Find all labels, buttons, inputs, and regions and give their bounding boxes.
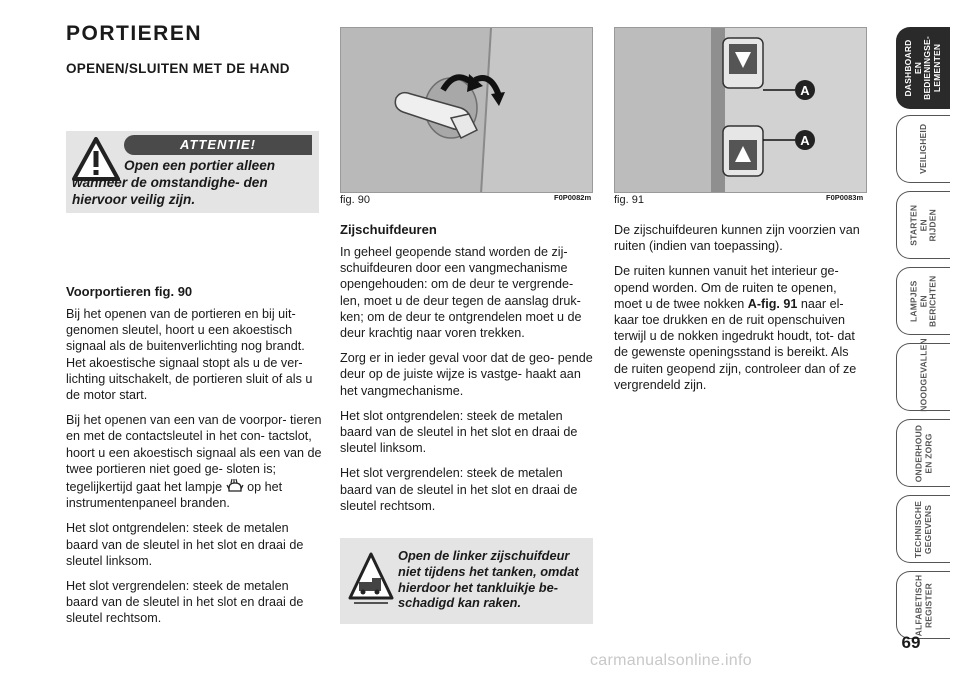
column-windows — [614, 222, 866, 402]
van-warning-triangle-icon — [348, 548, 394, 608]
figure-91-code: F0P0083m — [826, 193, 864, 202]
tab-starting-driving[interactable] — [896, 191, 950, 259]
fuel-flap-note-box — [340, 538, 593, 624]
figure-91-caption: fig. 91 — [614, 194, 644, 206]
tab-label: DASHBOARD EN BEDIENINGSE- LEMENTEN — [903, 36, 942, 100]
tab-technical-data[interactable] — [896, 495, 950, 563]
section-title: OPENEN/SLUITEN MET DE HAND — [66, 61, 290, 76]
tab-label: LAMPJES EN BERICHTEN — [908, 275, 938, 327]
paragraph-text: Bij het openen van een van de voorpor- tieren en met de contactsleutel in het con- tactslot, hoort u een akoestisch signaal als een van de twee portieren niet goed ge- sloten is; tegelijkertijd gaat het lampje — [66, 413, 322, 495]
warning-text: Open een portier alleen wanneer de omstandighe- den hiervoor veilig zijn. — [72, 158, 276, 207]
figure-90-caption: fig. 90 — [340, 194, 370, 206]
tab-label: NOODGEVALLEN — [917, 338, 928, 412]
figure-90-image — [340, 27, 593, 193]
tab-emergencies[interactable] — [896, 338, 950, 412]
figure-90-code: F0P0082m — [554, 193, 592, 202]
label-a-top: A — [800, 83, 810, 98]
paragraph-text: De ruiten kunnen vanuit het interieur ge- opend worden. Om de ruiten te openen, moet u de twee nokken — [614, 264, 839, 311]
column-front-doors — [66, 284, 322, 636]
tab-label: VEILIGHEID — [917, 123, 928, 175]
page-title: PORTIEREN — [66, 22, 203, 45]
warning-box — [66, 131, 319, 213]
paragraph: Zorg er in ieder geval voor dat de geo- pende deur op de juiste wijze is vastge- haakt aan het vangmechanisme. — [340, 351, 593, 398]
tab-label: ONDERHOUD EN ZORG — [913, 424, 933, 482]
column-sliding-doors — [340, 222, 593, 523]
fuel-flap-note-text: Open de linker zijschuifdeur niet tijdens het tanken, omdat hierdoor het tankluikje be- schadigd kan raken. — [398, 548, 579, 611]
front-doors-heading: Voorportieren fig. 90 — [66, 284, 193, 299]
door-handle-illustration — [341, 28, 593, 193]
paragraph: Bij het openen van de portieren en bij uit- genomen sleutel, hoort u een akoestisch signaal als de buitenverlichting nog brandt. Het akoestische signaal stopt als u de ver- lichting uitschakelt, de portieren sluit of als u de motor start. — [66, 307, 313, 403]
paragraph-with-icon — [66, 412, 322, 511]
warning-banner: ATTENTIE! — [124, 135, 312, 155]
footer-watermark: carmanualsonline.info — [590, 652, 752, 669]
paragraph: Het slot ontgrendelen: steek de metalen baard van de sleutel in het slot en draai de sleutel linksom. — [340, 408, 578, 456]
paragraph-text-end: op het instrumentenpaneel branden. — [66, 480, 283, 511]
page-number: 69 — [901, 633, 921, 652]
paragraph: Het slot vergrendelen: steek de metalen baard van de sleutel in het slot en draai de sleutel rechtsom. — [340, 466, 578, 513]
sliding-doors-heading: Zijschuifdeuren — [340, 222, 437, 237]
tab-label: ALFABETISCH REGISTER — [913, 574, 933, 636]
sliding-window-illustration — [615, 28, 867, 193]
label-a-bottom: A — [800, 133, 810, 148]
paragraph: De zijschuifdeuren kunnen zijn voorzien van ruiten (indien van toepassing). — [614, 223, 860, 254]
tab-label: TECHNISCHE GEGEVENS — [913, 500, 933, 558]
tab-lights-messages[interactable] — [896, 267, 950, 335]
figure-91-image — [614, 27, 867, 193]
door-open-warning-icon — [226, 477, 244, 495]
tab-label: STARTEN EN RIJDEN — [908, 204, 938, 246]
paragraph: Het slot ontgrendelen: steek de metalen baard van de sleutel in het slot en draai de sleutel linksom. — [66, 521, 304, 568]
tab-dashboard[interactable] — [896, 27, 950, 109]
figure-reference: A-fig. 91 — [747, 296, 798, 311]
paragraph — [614, 263, 866, 393]
tab-maintenance[interactable] — [896, 419, 950, 487]
paragraph-text-end: naar el- kaar toe drukken en de ruit openschuiven terwijl u de nokken ingedrukt houdt, tot- dat de gewenste openingsstand is bereikt. Als de ruiten geopend zijn, controleer dan of ze vergrendeld zijn. — [614, 296, 857, 392]
paragraph: In geheel geopende stand worden de zij- schuifdeuren door een vangmechanisme opengehouden: om de deur te vergrende- len, moet u de deur tegen de aanslag druk- ken; om de deur te ontgrendelen moet u de deur krachtig naar voren trekken. — [340, 245, 582, 341]
tab-index[interactable] — [896, 571, 950, 639]
paragraph: Het slot vergrendelen: steek de metalen baard van de sleutel in het slot en draai de sleutel rechtsom. — [66, 579, 304, 626]
tab-safety[interactable] — [896, 115, 950, 183]
